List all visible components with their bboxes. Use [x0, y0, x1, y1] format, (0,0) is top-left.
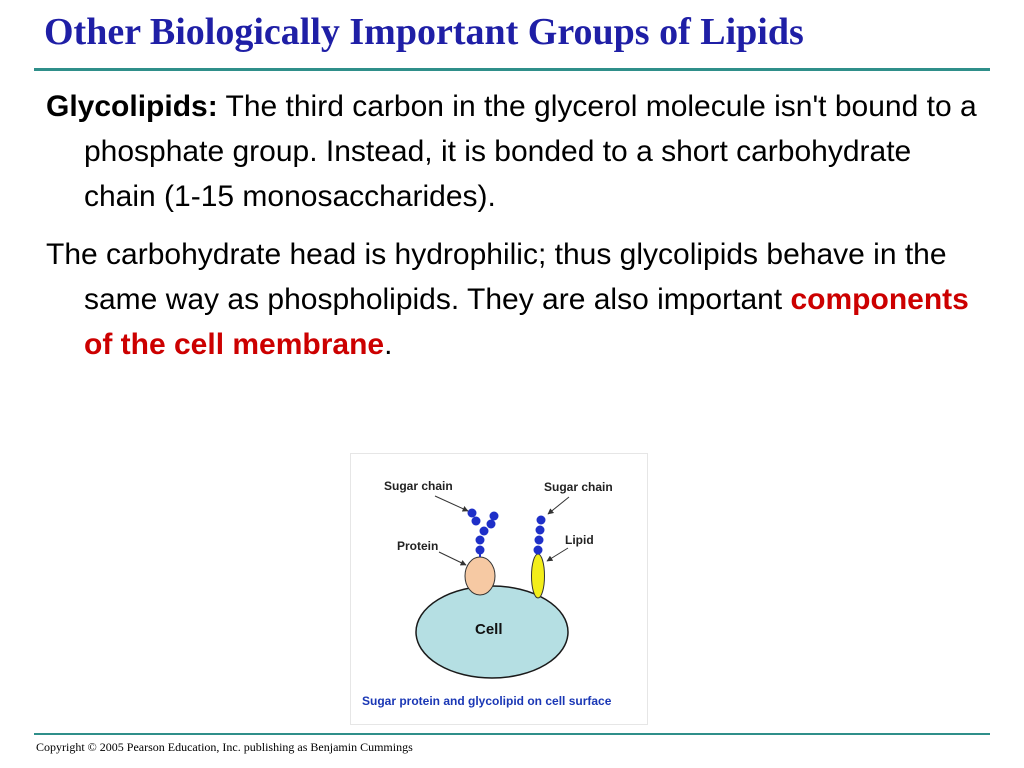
sugar-chain-arrow-right: [548, 497, 569, 514]
cell-surface-diagram: [351, 454, 647, 724]
protein-sugar-bead: [468, 509, 477, 518]
protein-sugar-bead: [472, 517, 481, 526]
hydrophilic-text: The carbohydrate head is hydrophilic; thus glycolipids behave in the same way as phospholipids. They are also important: [46, 238, 947, 316]
protein-sugar-bead: [487, 520, 496, 529]
protein-sugar-bead: [476, 536, 485, 545]
hydrophilic-paragraph: [46, 232, 986, 367]
lipid-sugar-bead: [537, 516, 546, 525]
protein-shape: [465, 557, 495, 595]
title-divider: [34, 68, 990, 71]
glycolipids-paragraph: [46, 84, 986, 219]
paragraph-end: .: [384, 328, 393, 361]
figure-caption: Sugar protein and glycolipid on cell surface: [362, 694, 612, 708]
footer-divider: [34, 733, 990, 735]
protein-sugar-bead: [480, 527, 489, 536]
protein-arrow: [439, 552, 466, 565]
slide-title: Other Biologically Important Groups of Lipids: [44, 11, 804, 53]
lipid-sugar-bead: [536, 526, 545, 535]
glycolipid-figure: [350, 453, 648, 725]
protein-sugar-bead: [490, 512, 499, 521]
copyright-footer: Copyright © 2005 Pearson Education, Inc. publishing as Benjamin Cummings: [36, 740, 413, 754]
glycolipids-definition: The third carbon in the glycerol molecule isn't bound to a phosphate group. Instead, it is bonded to a short carbohydrate chain (1-15 monosaccharides).: [84, 90, 977, 213]
lipid-arrow: [547, 548, 568, 561]
protein-label: Protein: [397, 539, 439, 553]
cell-label: Cell: [475, 621, 503, 638]
slide-body: [46, 84, 986, 367]
membrane-emphasis: components of the cell membrane: [84, 283, 969, 361]
sugar-chain-label-left: Sugar chain: [384, 479, 453, 493]
sugar-chain-label-right: Sugar chain: [544, 480, 613, 494]
glycolipids-term: Glycolipids:: [46, 90, 218, 123]
lipid-shape: [532, 554, 545, 598]
lipid-sugar-bead: [534, 546, 543, 555]
lipid-sugar-bead: [535, 536, 544, 545]
lipid-label: Lipid: [565, 533, 594, 547]
protein-sugar-bead: [476, 546, 485, 555]
sugar-chain-arrow-left: [435, 496, 468, 511]
